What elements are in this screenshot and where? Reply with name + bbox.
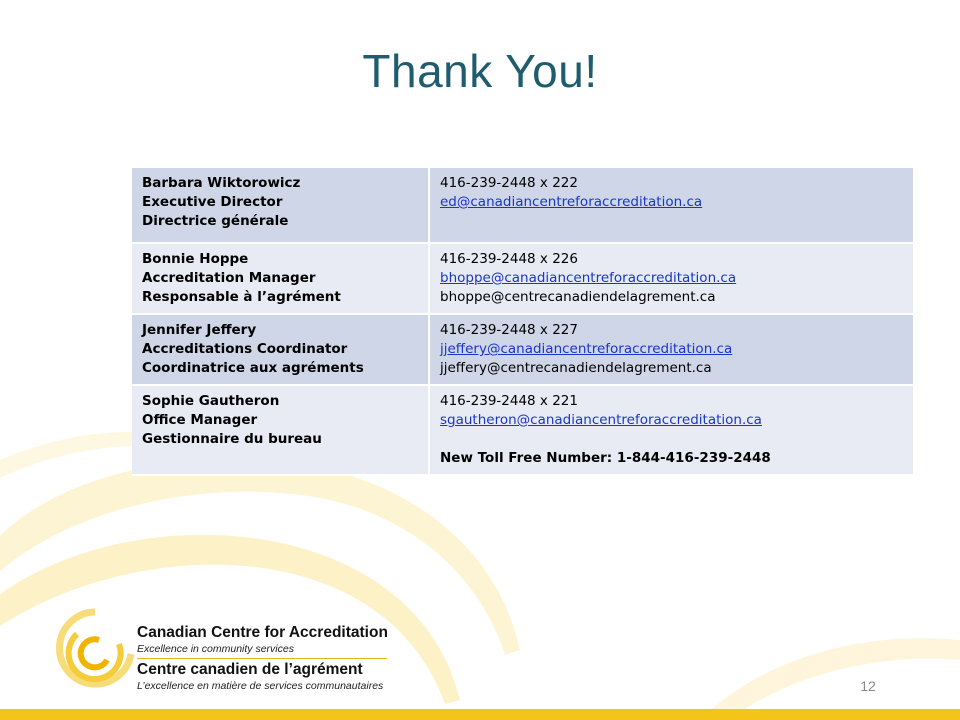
contact-name-cell (132, 314, 429, 385)
contact-email-link[interactable]: bhoppe@canadiancentreforaccreditation.ca (440, 270, 737, 286)
contact-role-en: Accreditations Coordinator (142, 341, 348, 357)
contact-phone: 416-239-2448 x 227 (440, 322, 578, 338)
contact-email-link[interactable]: sgautheron@canadiancentreforaccreditation.ca (440, 412, 762, 428)
contact-name: Barbara Wiktorowicz (142, 175, 301, 191)
contact-role-fr: Directrice générale (142, 213, 289, 229)
contacts-table (132, 168, 913, 476)
contact-name: Sophie Gautheron (142, 393, 280, 409)
contact-name: Jennifer Jeffery (142, 322, 257, 338)
contact-role-fr: Coordinatrice aux agréments (142, 360, 364, 376)
page-number: 12 (860, 678, 876, 694)
logo-divider (137, 658, 387, 659)
contact-phone: 416-239-2448 x 222 (440, 175, 578, 191)
logo-tagline-fr: L’excellence en matière de services communautaires (137, 680, 384, 692)
table-row (132, 168, 913, 243)
contact-name-cell (132, 243, 429, 314)
contact-info-cell (429, 385, 913, 475)
contact-phone: 416-239-2448 x 226 (440, 251, 578, 267)
contact-email-alt: bhoppe@centrecanadiendelagrement.ca (440, 289, 716, 305)
table-row (132, 243, 913, 314)
logo-name-en: Canadian Centre for Accreditation (137, 624, 388, 641)
slide-title: Thank You! (362, 45, 598, 97)
contact-role-fr: Gestionnaire du bureau (142, 431, 322, 447)
contact-info-cell (429, 314, 913, 385)
contact-phone: 416-239-2448 x 221 (440, 393, 578, 409)
logo-tagline-en: Excellence in community services (137, 643, 294, 655)
table-row (132, 314, 913, 385)
contact-name: Bonnie Hoppe (142, 251, 249, 267)
logo-text (137, 624, 395, 692)
table-row (132, 385, 913, 475)
logo-name-fr: Centre canadien de l’agrément (137, 661, 363, 678)
contact-email-alt: jjeffery@centrecanadiendelagrement.ca (440, 360, 712, 376)
contact-role-en: Office Manager (142, 412, 258, 428)
cca-logo (55, 598, 395, 708)
contact-role-en: Accreditation Manager (142, 270, 316, 286)
cca-sun-logo-icon (55, 604, 135, 704)
toll-free-number: New Toll Free Number: 1-844-416-239-2448 (440, 450, 771, 466)
contact-email-link[interactable]: ed@canadiancentreforaccreditation.ca (440, 194, 703, 210)
contact-email-link[interactable]: jjeffery@canadiancentreforaccreditation.ca (440, 341, 733, 357)
contact-role-fr: Responsable à l’agrément (142, 289, 341, 305)
contact-info-cell (429, 243, 913, 314)
contact-name-cell (132, 385, 429, 475)
bottom-accent-bar (0, 709, 960, 720)
contact-role-en: Executive Director (142, 194, 283, 210)
contact-name-cell (132, 168, 429, 243)
contact-info-cell (429, 168, 913, 243)
